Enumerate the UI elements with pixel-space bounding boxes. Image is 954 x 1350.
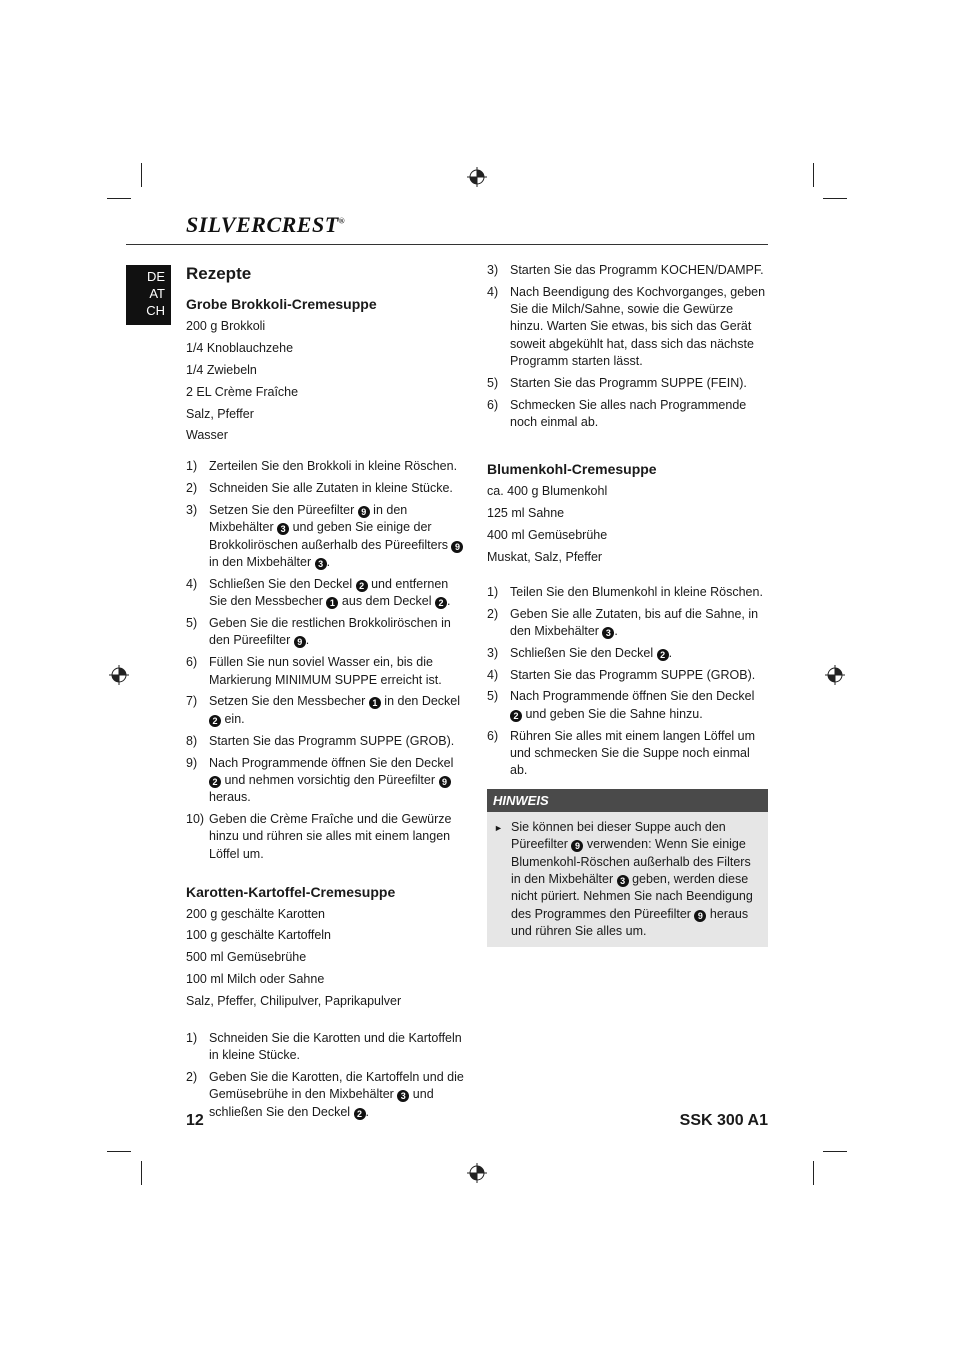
step-text: Setzen Sie den Messbecher 1 in den Deckel 2 ein. bbox=[209, 694, 461, 726]
ingredient-item: 500 ml Gemüsebrühe bbox=[186, 950, 307, 965]
step-item bbox=[487, 606, 768, 641]
crop-mark bbox=[813, 163, 814, 187]
crop-mark bbox=[141, 163, 142, 187]
step-text: Nach Programmende öffnen Sie den Deckel 2 und geben Sie die Sahne hinzu. bbox=[510, 689, 755, 721]
step-item bbox=[186, 458, 468, 475]
ingredient-item: ca. 400 g Blumenkohl bbox=[487, 484, 608, 499]
step-number: 4) bbox=[487, 284, 499, 299]
reference-number-icon: 2 bbox=[209, 776, 221, 788]
trademark-symbol: ® bbox=[338, 216, 346, 226]
brand-name-part2: CREST bbox=[266, 212, 339, 237]
reference-number-icon: 3 bbox=[602, 627, 614, 639]
step-text: Füllen Sie nun soviel Wasser ein, bis die Markierung MINIMUM SUPPE erreicht ist. bbox=[209, 655, 442, 687]
ingredient-item: 400 ml Gemüsebrühe bbox=[487, 527, 608, 542]
step-item bbox=[487, 397, 768, 432]
step-text: Schneiden Sie die Karotten und die Kartoffeln in kleine Stücke. bbox=[209, 1030, 462, 1063]
step-item bbox=[186, 1069, 468, 1121]
brand-name-part1: SILVER bbox=[186, 212, 267, 237]
step-list-karotten bbox=[186, 1030, 468, 1121]
step-number: 2) bbox=[186, 1070, 198, 1085]
registration-mark-icon bbox=[467, 167, 487, 187]
note-body bbox=[487, 812, 768, 947]
step-item bbox=[487, 645, 768, 662]
reference-number-icon: 3 bbox=[397, 1090, 409, 1102]
step-item bbox=[186, 502, 468, 571]
step-item bbox=[487, 728, 768, 780]
crop-mark bbox=[823, 198, 847, 199]
step-text: Rühren Sie alles mit einem langen Löffel um und schmecken Sie die Suppe noch einmal ab. bbox=[510, 728, 756, 778]
step-text: Starten Sie das Programm SUPPE (GROB). bbox=[510, 667, 756, 682]
step-number: 6) bbox=[487, 728, 499, 743]
step-text: Geben die Crème Fraîche und die Gewürze hinzu und rühren sie alles mit einem langen Löffel um. bbox=[209, 812, 452, 861]
step-item bbox=[186, 733, 468, 750]
step-number: 6) bbox=[487, 397, 499, 412]
step-number: 5) bbox=[186, 616, 198, 631]
reference-number-icon: 1 bbox=[369, 697, 381, 709]
reference-number-icon: 9 bbox=[571, 840, 583, 852]
page-number: 12 bbox=[186, 1112, 204, 1129]
reference-number-icon: 2 bbox=[356, 580, 368, 592]
step-item bbox=[487, 262, 768, 279]
reference-number-icon: 9 bbox=[294, 636, 306, 648]
right-column bbox=[487, 262, 768, 947]
step-text: Starten Sie das Programm KOCHEN/DAMPF. bbox=[510, 263, 764, 277]
step-number: 2) bbox=[487, 606, 499, 621]
ingredient-item: Salz, Pfeffer bbox=[186, 406, 254, 421]
step-number: 5) bbox=[487, 375, 499, 390]
step-item bbox=[487, 667, 768, 684]
step-number: 8) bbox=[186, 733, 198, 748]
registration-mark-icon bbox=[467, 1163, 487, 1183]
reference-number-icon: 2 bbox=[435, 597, 447, 609]
ingredient-item: Wasser bbox=[186, 428, 228, 443]
lang-code-de: DE bbox=[146, 269, 165, 284]
step-number: 4) bbox=[186, 576, 198, 591]
step-item bbox=[186, 615, 468, 650]
ingredient-item: 200 g Brokkoli bbox=[186, 319, 266, 333]
step-number: 1) bbox=[487, 584, 499, 599]
registration-mark-icon bbox=[825, 665, 845, 685]
reference-number-icon: 2 bbox=[657, 649, 669, 661]
lang-code-ch: CH bbox=[146, 303, 165, 318]
crop-mark bbox=[107, 198, 131, 199]
step-item bbox=[487, 284, 768, 370]
reference-number-icon: 2 bbox=[510, 710, 522, 722]
ingredient-item: 1/4 Zwiebeln bbox=[186, 362, 257, 377]
crop-mark bbox=[823, 1151, 847, 1152]
ingredient-list-brokkoli bbox=[186, 318, 468, 445]
step-item bbox=[186, 576, 468, 611]
step-text: Setzen Sie den Püreefilter 9 in den Mixbehälter 3 und geben Sie einige der Brokkoliröschen außerhalb des Püreefilters 9 in den Mixbehälter 3 . bbox=[209, 503, 463, 569]
step-text: Teilen Sie den Blumenkohl in kleine Röschen. bbox=[510, 584, 763, 599]
step-text: Zerteilen Sie den Brokkoli in kleine Röschen. bbox=[209, 459, 458, 474]
step-text: Schmecken Sie alles nach Programmende noch einmal ab. bbox=[510, 397, 747, 430]
step-number: 3) bbox=[487, 645, 499, 660]
step-item bbox=[186, 1030, 468, 1065]
reference-number-icon: 1 bbox=[326, 597, 338, 609]
step-item bbox=[487, 375, 768, 392]
lang-code-at: AT bbox=[149, 286, 165, 301]
ingredient-list-karotten bbox=[186, 906, 468, 1011]
step-text: Nach Beendigung des Kochvorganges, geben Sie die Milch/Sahne, sowie die Gewürze hinzu. Warten Sie etwas, bis sich das Gerät soweit abgekühlt hat, dass sich das nächste Programm starten lässt. bbox=[510, 284, 766, 369]
model-number: SSK 300 A1 bbox=[679, 1112, 768, 1129]
step-list-blumenkohl bbox=[487, 584, 768, 780]
step-text: Starten Sie das Programm SUPPE (FEIN). bbox=[510, 375, 747, 390]
reference-number-icon: 3 bbox=[277, 523, 289, 535]
step-number: 3) bbox=[186, 503, 198, 518]
step-number: 2) bbox=[186, 481, 198, 496]
step-text: Schließen Sie den Deckel 2 und entfernen Sie den Messbecher 1 aus dem Deckel 2 . bbox=[209, 576, 451, 609]
recipe-title-brokkoli: Grobe Brokkoli-Cremesuppe bbox=[186, 296, 377, 312]
step-item bbox=[186, 693, 468, 728]
header-rule bbox=[126, 244, 768, 245]
note-box bbox=[487, 789, 768, 947]
reference-number-icon: 2 bbox=[209, 715, 221, 727]
step-item bbox=[186, 480, 468, 497]
page-title: Rezepte bbox=[186, 264, 252, 283]
ingredient-item: 100 ml Milch oder Sahne bbox=[186, 972, 325, 987]
crop-mark bbox=[141, 1161, 142, 1185]
step-text: Starten Sie das Programm SUPPE (GROB). bbox=[209, 733, 455, 748]
reference-number-icon: 9 bbox=[694, 910, 706, 922]
reference-number-icon: 9 bbox=[451, 541, 463, 553]
step-list-karotten-continued bbox=[487, 262, 768, 431]
note-text: Sie können bei dieser Suppe auch den Püreefilter 9 verwenden: Wenn Sie einige Blumenkohl-Röschen außerhalb des Filters in den Mixbehälter 3 geben, werden diese nicht püriert. Nehmen Sie nach Beendigung des Programmes den Püreefilter 9 heraus und rühren Sie alles um. bbox=[511, 820, 753, 938]
recipe-title-karotten: Karotten-Kartoffel-Cremesuppe bbox=[186, 883, 396, 900]
arrow-bullet-icon: ► bbox=[494, 823, 503, 834]
registration-mark-icon bbox=[109, 665, 129, 685]
reference-number-icon: 2 bbox=[354, 1108, 366, 1120]
step-number: 6) bbox=[186, 655, 198, 670]
brand-logo bbox=[186, 212, 345, 238]
reference-number-icon: 3 bbox=[315, 558, 327, 570]
recipe-title-blumenkohl: Blumenkohl-Cremesuppe bbox=[487, 461, 657, 478]
step-text: Nach Programmende öffnen Sie den Deckel 2 und nehmen vorsichtig den Püreefilter 9 heraus. bbox=[209, 755, 454, 805]
step-number: 3) bbox=[487, 263, 499, 277]
step-text: Geben Sie alle Zutaten, bis auf die Sahne, in den Mixbehälter 3 . bbox=[510, 606, 759, 638]
crop-mark bbox=[813, 1161, 814, 1185]
reference-number-icon: 9 bbox=[439, 776, 451, 788]
ingredient-item: 1/4 Knoblauchzehe bbox=[186, 340, 294, 355]
ingredient-item: 2 EL Crème Fraîche bbox=[186, 384, 299, 399]
language-tab bbox=[126, 265, 171, 325]
step-text: Schließen Sie den Deckel 2 . bbox=[510, 645, 673, 660]
left-column bbox=[186, 262, 468, 1126]
step-item bbox=[186, 755, 468, 807]
step-number: 1) bbox=[186, 459, 198, 474]
ingredient-item: 100 g geschälte Kartoffeln bbox=[186, 928, 332, 943]
step-item bbox=[487, 584, 768, 601]
step-number: 7) bbox=[186, 694, 198, 709]
crop-mark bbox=[107, 1151, 131, 1152]
step-text: Geben Sie die Karotten, die Kartoffeln und die Gemüsebrühe in den Mixbehälter 3 und schließen Sie den Deckel 2 . bbox=[209, 1070, 464, 1119]
ingredient-item: 125 ml Sahne bbox=[487, 505, 565, 520]
ingredient-item: Muskat, Salz, Pfeffer bbox=[487, 549, 603, 564]
step-item bbox=[186, 654, 468, 689]
step-number: 4) bbox=[487, 667, 499, 682]
step-item bbox=[487, 688, 768, 723]
step-number: 5) bbox=[487, 689, 499, 704]
ingredient-item: 200 g geschälte Karotten bbox=[186, 906, 325, 921]
note-heading: HINWEIS bbox=[487, 789, 768, 812]
step-item bbox=[186, 811, 468, 863]
ingredient-list-blumenkohl bbox=[487, 483, 768, 566]
step-number: 1) bbox=[186, 1030, 198, 1045]
reference-number-icon: 9 bbox=[358, 506, 370, 518]
step-text: Geben Sie die restlichen Brokkoliröschen in den Püreefilter 9 . bbox=[209, 616, 451, 648]
reference-number-icon: 3 bbox=[617, 875, 629, 887]
step-number: 10) bbox=[186, 812, 205, 827]
step-number: 9) bbox=[186, 755, 198, 770]
ingredient-item: Salz, Pfeffer, Chilipulver, Paprikapulver bbox=[186, 994, 402, 1009]
step-text: Schneiden Sie alle Zutaten in kleine Stücke. bbox=[209, 481, 453, 496]
step-list-brokkoli bbox=[186, 458, 468, 863]
